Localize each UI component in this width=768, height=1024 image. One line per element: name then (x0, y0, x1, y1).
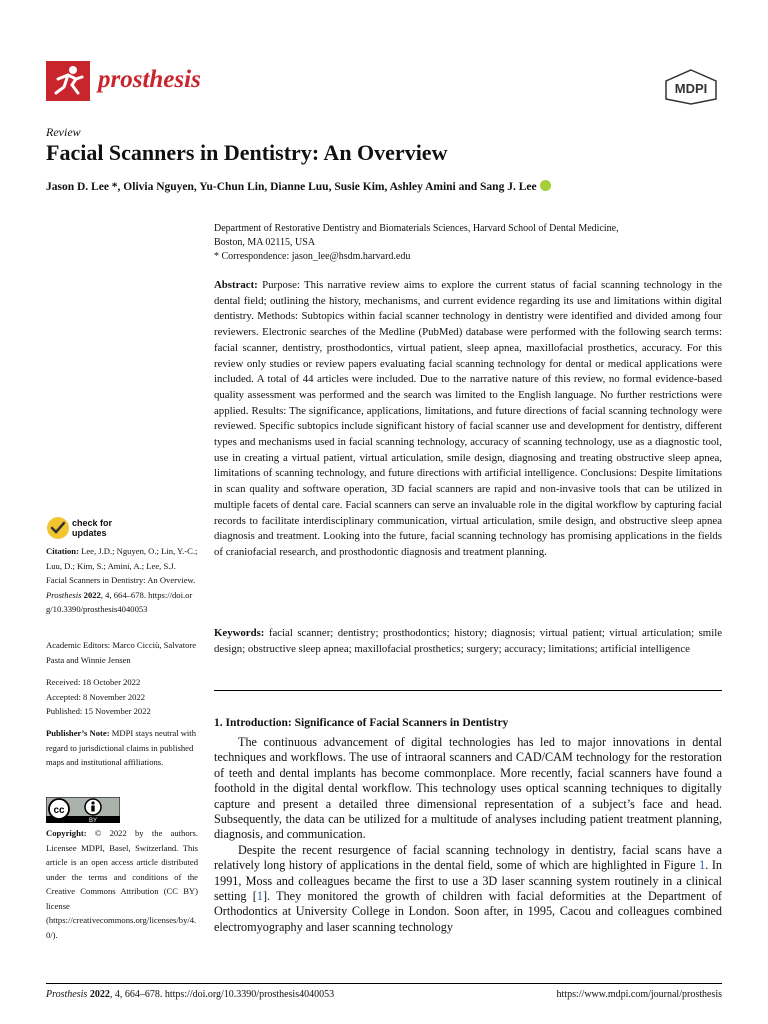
affiliation-line: Department of Restorative Dentistry and Biomaterials Sciences, Harvard School of Dental Medicine, (214, 223, 619, 234)
copyright-text: © 2022 by the authors. Licensee MDPI, Basel, Switzerland. This article is an open access article distributed under the terms and conditions of the Creative Commons Attribution (CC BY) license (https://creativecommons.org/licenses/by/4.0/). (46, 828, 198, 940)
keywords-text: facial scanner; dentistry; prosthodontics; history; diagnosis; virtual patient; virtual articulation; smile design; obstructive sleep apnea; maxillofacial prosthetics; surgery; accuracy; limitations; artificial intelligence (214, 627, 722, 655)
footer-year: 2022 (89, 989, 110, 1000)
section-body (214, 735, 722, 935)
paragraph-text: . In 1991, Moss and colleagues became the first to use a 3D laser scanning system routinely in a clinical setting [ (214, 858, 723, 904)
publisher-note-label: Publisher’s Note: (46, 728, 110, 738)
check-for-updates-label[interactable] (72, 518, 112, 538)
citation-block (46, 544, 198, 617)
paragraph (214, 843, 722, 935)
citation-year: 2022 (83, 589, 101, 600)
accepted-date: Accepted: 8 November 2022 (46, 691, 146, 702)
check-for-updates-icon[interactable] (46, 516, 70, 540)
footer-journal-link[interactable]: https://www.mdpi.com/journal/prosthesis (556, 989, 722, 1000)
footer-divider (46, 983, 722, 984)
publisher-note (46, 726, 198, 770)
authors-text: Jason D. Lee *, Olivia Nguyen, Yu-Chun Lin, Dianne Luu, Susie Kim, Ashley Amini and Sang J. Lee (46, 181, 537, 193)
footer-citation (46, 989, 334, 1000)
citation-volume: , 4, 664–678. (100, 589, 146, 600)
mdpi-logo-icon (664, 69, 718, 105)
citation-text: Lee, J.D.; Nguyen, O.; Lin, Y.-C.; Luu, D.; Kim, S.; Amini, A.; Lee, S.J. Facial Scanners in Dentistry: An Overview. (46, 546, 198, 585)
abstract-label: Abstract: (214, 279, 258, 291)
citation-journal: Prosthesis (46, 589, 82, 600)
paragraph-text: Despite the recent resurgence of facial scanning technology in dentistry, facial scans have a relatively long history of applications in the dental field, some of which are highlighted in Figure (214, 842, 722, 873)
affiliation-line: Boston, MA 02115, USA (214, 237, 316, 248)
check-line: updates (72, 528, 107, 538)
section-heading: 1. Introduction: Significance of Facial Scanners in Dentistry (214, 717, 509, 729)
figure-link[interactable]: 1 (699, 858, 706, 873)
orcid-icon[interactable] (540, 180, 551, 191)
page-title: Facial Scanners in Dentistry: An Overview (46, 140, 448, 165)
svg-text:cc: cc (53, 805, 65, 816)
footer-doi: , 4, 664–678. https://doi.org/10.3390/prosthesis4040053 (109, 989, 335, 1000)
publisher-name: MDPI (674, 81, 708, 96)
paragraph-text: ]. They monitored the growth of children with facial deformities at the Department of Orthodontics at University College in London. Soon after, in 1995, Cacou and colleagues combined electromyography and laser scanning technology (214, 889, 722, 934)
check-line: check for (72, 518, 113, 528)
copyright-block (46, 826, 198, 942)
cc-by-license-icon[interactable] (46, 797, 120, 823)
article-type: Review (46, 125, 81, 139)
citation-doi-link[interactable]: https://doi.org/10.3390/prosthesis4040053 (46, 589, 193, 614)
authors-line (46, 180, 726, 193)
affiliation-block (214, 222, 724, 264)
abstract-text: Purpose: This narrative review aims to explore the current status of facial scanning technology in the dental field; outlining the history, mechanisms, and current evidence regarding its use and limitations within digital dentistry. Methods: Subtopics within facial scanner technology in dentistry were identified and divided among four reviewers. Electronic searches of the Medline (PubMed) database were performed with the following search terms: facial scanner, dentistry, prosthodontics, virtual patient, sleep apnea, maxillofacial prosthetics, accuracy. For this review only studies or review papers evaluating facial scanning technology for dental or medical applications were included. A total of 44 articles were included. Due to the narrative nature of this review, no formal evidence-based quality assessment was performed and the search was limited to the English language. No further restrictions were applied. Results: The significance, applications, limitations, and future directions of facial scanning technology were reviewed. Specific subtopics include significant history of facial scanner use and development for dentistry, different types and mechanisms used in facial scanning technology, accuracy of scanning technology, use as a diagnostic tool, use in creating a virtual patient, virtual articulation, smile design, diagnosing and treating obstructive sleep apnea, limitations of scanning technology, and future directions with artificial intelligence. Conclusions: Despite limitations in scan quality and software operation, 3D facial scanners are rapid and non-invasive tools that can be utilized in multiple facets of dental care. Facial scanners can serve an invaluable role in the digital workflow by capturing facial records to facilitate interdisciplinary communication, virtual articulation, smile design, and obstructive sleep apnea diagnosis and treatment. Looking into the future, facial scanning technology has promising applications in the fields of craniofacial research, and prosthodontic diagnosis and treatment planning. (214, 279, 722, 558)
keywords (214, 626, 722, 657)
reference-link[interactable]: 1 (256, 889, 263, 904)
journal-name: prosthesis (98, 66, 201, 93)
abstract (214, 278, 722, 561)
dates-block (46, 675, 198, 719)
citation-label: Citation: (46, 546, 79, 556)
academic-editors: Academic Editors: Marco Cicciù, Salvatore Pasta and Winnie Jensen (46, 640, 197, 665)
cc-label: BY (88, 818, 98, 823)
journal-logo-icon (46, 61, 90, 101)
copyright-label: Copyright: (46, 828, 87, 838)
correspondence-line: * Correspondence: jason_lee@hsdm.harvard.edu (214, 251, 411, 262)
divider (214, 690, 722, 691)
paragraph: The continuous advancement of digital technologies has led to major innovations in dental techniques and workflows. The use of intraoral scanners and CAD/CAM technology for the restoration of teeth and dental implants has become commonplace. More recently, facial scanners have found a foothold in the digital dental workflow. This technology uses optical scanning techniques to digitally capture and present a detailed three dimensional representation of a subject’s face and head. Subsequently, the data can be utilized for a multitude of analyses including patient treatment planning, diagnosis, and communication. (214, 735, 722, 842)
keywords-label: Keywords: (214, 627, 265, 639)
footer-journal: Prosthesis (46, 989, 88, 1000)
received-date: Received: 18 October 2022 (46, 677, 141, 687)
published-date: Published: 15 November 2022 (46, 706, 151, 716)
publisher-note-text: MDPI stays neutral with regard to jurisdictional claims in published maps and institutional affiliations. (46, 728, 196, 767)
